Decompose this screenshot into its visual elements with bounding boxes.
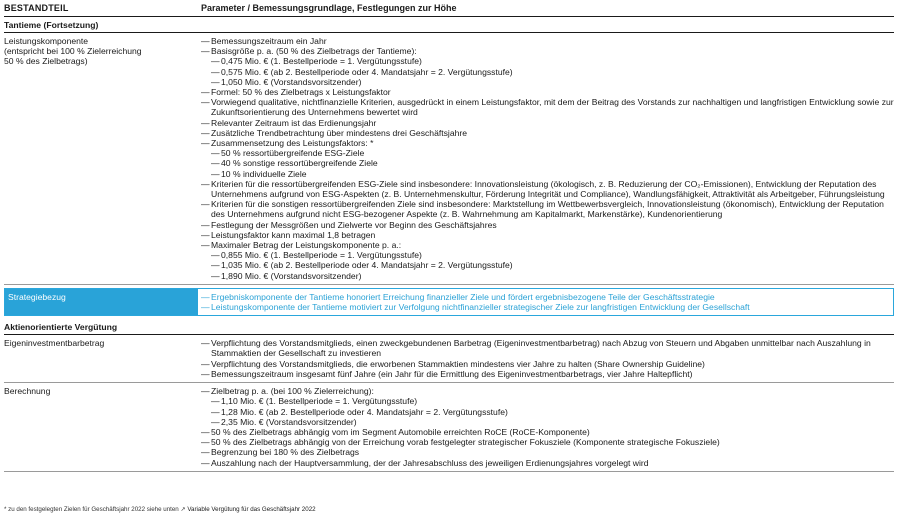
dash-bullet: —	[211, 406, 220, 417]
list-item-text: 10 % individuelle Ziele	[221, 168, 307, 179]
list-item-text: 0,575 Mio. € (ab 2. Bestellperiode oder 4. Mandatsjahr = 2. Vergütungsstufe)	[221, 66, 513, 77]
list-item	[201, 260, 894, 270]
list-item	[201, 250, 894, 260]
list-item	[201, 87, 894, 97]
list-item-text: Zielbetrag p. a. (bei 100 % Zielerreichung):	[211, 386, 374, 397]
list-item-text: 1,035 Mio. € (ab 2. Bestellperiode oder 4. Mandatsjahr = 2. Vergütungsstufe)	[221, 260, 513, 271]
list-item	[201, 359, 894, 369]
dash-bullet: —	[201, 338, 210, 349]
list-item	[201, 302, 893, 312]
list-item	[201, 458, 894, 468]
list-item	[201, 138, 894, 148]
list-item	[201, 56, 894, 66]
row-items	[200, 36, 894, 281]
list-item-text: Formel: 50 % des Zielbetrags x Leistungsfaktor	[211, 87, 391, 98]
list-item-text: Vorwiegend qualitative, nichtfinanzielle Kriterien, ausgedrückt in einem Leistungsfaktor, mit dem der Beitrag des Vorstands zur nachhaltigen und langfristigen Entwicklung sowie zur Zukunftsorientierung des Unternehmens bewertet wird	[211, 97, 894, 118]
dash-bullet: —	[211, 66, 220, 77]
list-item-text: Relevanter Zeitraum ist das Erdienungsjahr	[211, 117, 377, 128]
footnote	[4, 505, 316, 515]
dash-bullet: —	[211, 76, 220, 87]
list-item-text: Kriterien für die sonstigen ressortübergreifenden Ziele sind insbesondere: Marktstellung im Wettbewerbsvergleich, Innovationsleistung (ökonomisch), Entwicklung der Reputation des Unternehmens aufgrund nicht ESG-bezogener Aspekte (z. B. Wahrnehmung am Kapitalmarkt, Markenstärke), Kundenorientierung	[211, 199, 884, 220]
row-items	[200, 338, 894, 379]
dash-bullet: —	[211, 260, 220, 271]
list-item	[201, 437, 894, 447]
dash-bullet: —	[201, 386, 210, 397]
dash-bullet: —	[201, 219, 210, 230]
dash-bullet: —	[201, 117, 210, 128]
header-column-parameter: Parameter / Bemessungsgrundlage, Festlegungen zur Höhe	[201, 3, 457, 13]
dash-bullet: —	[211, 270, 220, 281]
dash-bullet: —	[211, 250, 220, 261]
footnote-text: * zu den festgelegten Zielen für Geschäftsjahr 2022 siehe unten	[4, 506, 181, 513]
list-item	[201, 199, 894, 219]
list-item-text: Verpflichtung des Vorstandsmitglieds, die erworbenen Stammaktien mindestens vier Jahre zu halten (Share Ownership Guideline)	[211, 358, 705, 369]
dash-bullet: —	[211, 56, 220, 67]
row-items	[200, 386, 894, 468]
list-item	[201, 128, 894, 138]
list-item	[201, 427, 894, 437]
list-item-text: Zusätzliche Trendbetrachtung über mindestens drei Geschäftsjahre	[211, 127, 468, 138]
list-item-text: 2,35 Mio. € (Vorstandsvorsitzender)	[221, 416, 357, 427]
dash-bullet: —	[211, 416, 220, 427]
dash-bullet: —	[211, 396, 220, 407]
dash-bullet: —	[211, 148, 220, 159]
dash-bullet: —	[201, 240, 210, 251]
list-item	[201, 77, 894, 87]
list-item	[201, 292, 893, 302]
row-label: Berechnung	[4, 386, 51, 397]
list-item-text: Bemessungszeitraum insgesamt fünf Jahre (ein Jahr für die Ermittlung des Eigeninvestmentbarbetrags, vier Jahre Haltepflicht)	[211, 368, 693, 379]
list-item-text: Auszahlung nach der Hauptversammlung, der der Jahresabschluss des jeweiligen Erdienungsjahres vorgelegt wird	[211, 457, 649, 468]
list-item	[201, 179, 894, 199]
list-item	[201, 46, 894, 56]
list-item	[201, 36, 894, 46]
list-item-text: Begrenzung bei 180 % des Zielbetrags	[211, 447, 360, 458]
dash-bullet: —	[201, 368, 210, 379]
list-item	[201, 220, 894, 230]
table-row-strategiebezug	[4, 288, 894, 316]
dash-bullet: —	[201, 36, 210, 46]
dash-bullet: —	[201, 229, 210, 240]
list-item	[201, 271, 894, 281]
list-item-text: 1,050 Mio. € (Vorstandsvorsitzender)	[221, 76, 362, 87]
list-item-text: 50 % des Zielbetrags abhängig von der Erreichung vorab festgelegter strategischer Fokusziele (Komponente strategische Fokusziele)	[211, 437, 720, 448]
list-item	[201, 240, 894, 250]
dash-bullet: —	[211, 158, 220, 169]
list-item	[201, 97, 894, 117]
list-item-text: 50 % ressortübergreifende ESG-Ziele	[221, 148, 365, 159]
list-item	[201, 169, 894, 179]
dash-bullet: —	[201, 127, 210, 138]
dash-bullet: —	[201, 138, 210, 149]
list-item-text: 40 % sonstige ressortübergreifende Ziele	[221, 158, 378, 169]
table-header	[4, 0, 894, 17]
dash-bullet: —	[201, 426, 210, 437]
list-item	[201, 158, 894, 168]
list-item-text: 50 % des Zielbetrags abhängig vom im Segment Automobile erreichten RoCE (RoCE-Komponente)	[211, 426, 590, 437]
list-item-text: Leistungskomponente der Tantieme motiviert zur Verfolgung nichtfinanzieller strategischer Ziele zur langfristigen Entwicklung der Gesellschaft	[211, 302, 750, 313]
dash-bullet: —	[201, 302, 210, 313]
header-column-component: BESTANDTEIL	[4, 3, 69, 13]
link-arrow-icon: ↗	[180, 506, 186, 513]
dash-bullet: —	[201, 437, 210, 448]
section-heading-aktien: Aktienorientierte Vergütung	[4, 319, 894, 335]
table-row-berechnung	[4, 383, 894, 472]
list-item-text: Verpflichtung des Vorstandsmitglieds, einen zweckgebundenen Barbetrag (Eigeninvestmentbarbetrag) nach Abzug von Steuern und Abgaben unmittelbar nach Auszahlung in Stammaktien der Gesellschaft zu investieren	[211, 338, 871, 359]
dash-bullet: —	[201, 199, 210, 210]
list-item-text: Maximaler Betrag der Leistungskomponente p. a.:	[211, 240, 402, 251]
list-item-text: Zusammensetzung des Leistungsfaktors: *	[211, 138, 374, 149]
list-item-text: Festlegung der Messgrößen und Zielwerte vor Beginn des Geschäftsjahres	[211, 219, 497, 230]
list-item	[201, 386, 894, 396]
dash-bullet: —	[201, 97, 210, 108]
remuneration-table	[4, 0, 894, 472]
dash-bullet: —	[201, 291, 210, 302]
list-item-text: Leistungsfaktor kann maximal 1,8 betragen	[211, 229, 376, 240]
row-items	[201, 289, 893, 315]
list-item-text: Basisgröße p. a. (50 % des Zielbetrags der Tantieme):	[211, 46, 417, 57]
section-heading-tantieme: Tantieme (Fortsetzung)	[4, 17, 894, 33]
list-item-text: Bemessungszeitraum ein Jahr	[211, 36, 327, 46]
row-label-highlight: Strategiebezug	[5, 289, 198, 315]
dash-bullet: —	[201, 358, 210, 369]
dash-bullet: —	[201, 87, 210, 98]
list-item	[201, 447, 894, 457]
list-item	[201, 230, 894, 240]
dash-bullet: —	[201, 457, 210, 468]
list-item	[201, 369, 894, 379]
dash-bullet: —	[201, 178, 210, 189]
list-item	[201, 338, 894, 358]
table-row-eigeninvestment	[4, 335, 894, 383]
list-item	[201, 67, 894, 77]
list-item	[201, 396, 894, 406]
list-item-text: 0,475 Mio. € (1. Bestellperiode = 1. Vergütungsstufe)	[221, 56, 422, 67]
dash-bullet: —	[201, 447, 210, 458]
table-row-leistungskomponente	[4, 33, 894, 285]
list-item-text: 1,28 Mio. € (ab 2. Bestellperiode oder 4. Mandatsjahr = 2. Vergütungsstufe)	[221, 406, 508, 417]
dash-bullet: —	[201, 46, 210, 57]
list-item-text: 0,855 Mio. € (1. Bestellperiode = 1. Vergütungsstufe)	[221, 250, 422, 261]
list-item	[201, 407, 894, 417]
list-item-text: 1,890 Mio. € (Vorstandsvorsitzender)	[221, 270, 362, 281]
dash-bullet: —	[211, 168, 220, 179]
footnote-link[interactable]: Variable Vergütung für das Geschäftsjahr 2022	[187, 506, 316, 513]
list-item-text: 1,10 Mio. € (1. Bestellperiode = 1. Vergütungsstufe)	[221, 396, 418, 407]
list-item-text: Ergebniskomponente der Tantieme honoriert Erreichung finanzieller Ziele und fördert ergebnisbezogene Teile der Geschäftsstrategie	[211, 291, 715, 302]
row-label: Eigeninvestmentbarbetrag	[4, 338, 105, 349]
list-item	[201, 417, 894, 427]
list-item	[201, 148, 894, 158]
list-item-text: Kriterien für die ressortübergreifenden ESG-Ziele sind insbesondere: Innovationsleistung (ökologisch, z. B. Reduzierung der CO₂-Emissionen), Entwicklung der Reputation des Unternehmens aufgrund von ESG-Aspekten (z. B. Unternehmenskultur, Förderung Integrität und Compliance), Wandlungsfähigkeit, Attraktivität als Arbeitgeber, Führungsleistung	[211, 178, 885, 200]
list-item	[201, 118, 894, 128]
row-label: Leistungskomponente (entspricht bei 100 % Zielerreichung 50 % des Zielbetrags)	[4, 36, 142, 67]
